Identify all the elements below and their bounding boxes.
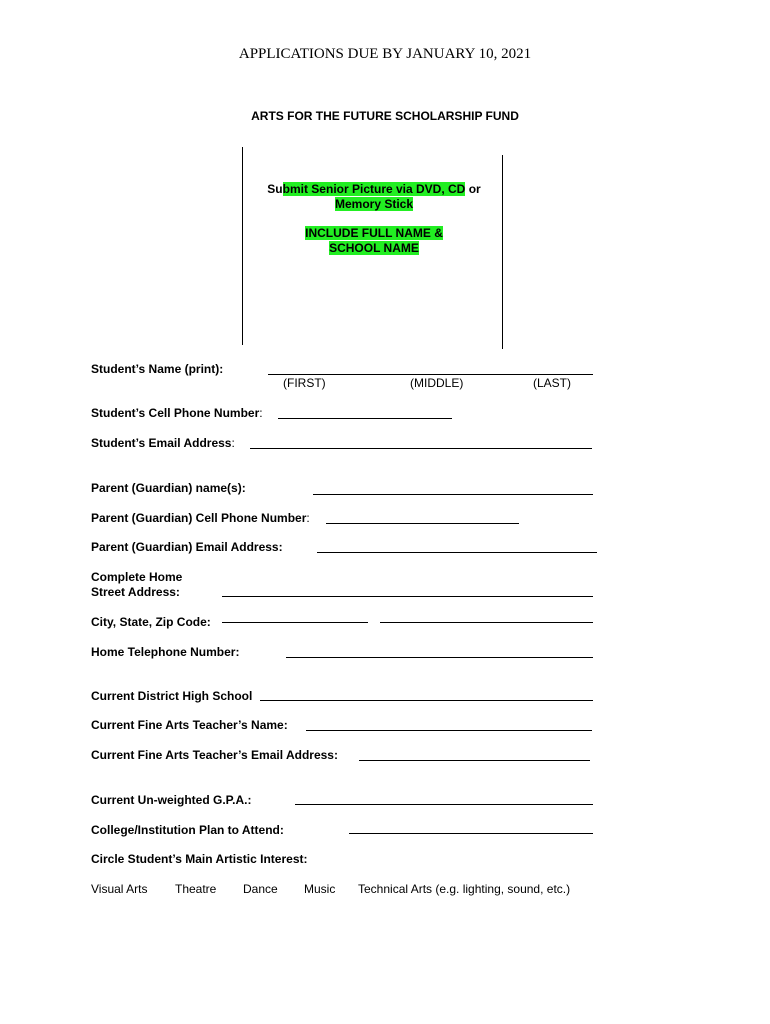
parent-email-label: Parent (Guardian) Email Address:: [91, 540, 283, 554]
interest-technical-arts[interactable]: Technical Arts (e.g. lighting, sound, etc.): [358, 882, 571, 896]
photo-instruction-line4: SCHOOL NAME: [329, 241, 419, 255]
photo-instruction-line3: INCLUDE FULL NAME &: [305, 226, 443, 240]
email-label: Student’s Email Address:: [91, 436, 235, 450]
city-state-zip-line-2[interactable]: [380, 622, 593, 623]
photo-box-left-border: [242, 147, 243, 345]
email-line[interactable]: [250, 448, 592, 449]
teacher-email-line[interactable]: [359, 760, 590, 761]
teacher-name-line[interactable]: [306, 730, 592, 731]
home-phone-line[interactable]: [286, 657, 593, 658]
gpa-label: Current Un-weighted G.P.A.:: [91, 793, 252, 807]
teacher-name-label: Current Fine Arts Teacher’s Name:: [91, 718, 288, 732]
photo-instruction-line1: Submit Senior Picture via DVD, CD or: [267, 182, 481, 196]
city-state-zip-label: City, State, Zip Code:: [91, 615, 211, 629]
name-middle-caption: (MIDDLE): [410, 376, 464, 390]
home-address-line[interactable]: [222, 596, 593, 597]
form-title: ARTS FOR THE FUTURE SCHOLARSHIP FUND: [251, 109, 519, 123]
photo-instructions: [245, 182, 503, 256]
photo-instruction-line2: Memory Stick: [334, 197, 414, 211]
student-name-line[interactable]: [268, 374, 593, 375]
gpa-line[interactable]: [295, 804, 593, 805]
high-school-line[interactable]: [260, 700, 593, 701]
parent-name-label: Parent (Guardian) name(s):: [91, 481, 246, 495]
parent-cell-line[interactable]: [326, 523, 519, 524]
artistic-interest-label: Circle Student’s Main Artistic Interest:: [91, 852, 308, 866]
home-phone-label: Home Telephone Number:: [91, 645, 240, 659]
interest-theatre[interactable]: Theatre: [175, 882, 217, 896]
interest-visual-arts[interactable]: Visual Arts: [91, 882, 148, 896]
parent-cell-label: Parent (Guardian) Cell Phone Number:: [91, 511, 310, 525]
interest-music[interactable]: Music: [304, 882, 336, 896]
college-plan-line[interactable]: [349, 833, 593, 834]
deadline-heading: APPLICATIONS DUE BY JANUARY 10, 2021: [238, 46, 532, 62]
name-last-caption: (LAST): [533, 376, 572, 390]
high-school-label: Current District High School: [91, 689, 253, 703]
college-plan-label: College/Institution Plan to Attend:: [91, 823, 284, 837]
city-state-zip-line-1[interactable]: [222, 622, 368, 623]
name-first-caption: (FIRST): [283, 376, 326, 390]
teacher-email-label: Current Fine Arts Teacher’s Email Address:: [91, 748, 338, 762]
cell-phone-label: Student’s Cell Phone Number:: [91, 406, 263, 420]
parent-name-line[interactable]: [313, 494, 593, 495]
student-name-label: Student’s Name (print):: [91, 362, 224, 376]
home-address-label-line2: Street Address:: [91, 585, 180, 599]
cell-phone-line[interactable]: [278, 418, 452, 419]
parent-email-line[interactable]: [317, 552, 597, 553]
interest-dance[interactable]: Dance: [243, 882, 278, 896]
photo-instruction-line1-tail: or: [465, 182, 481, 196]
home-address-label-line1: Complete Home: [91, 570, 183, 584]
